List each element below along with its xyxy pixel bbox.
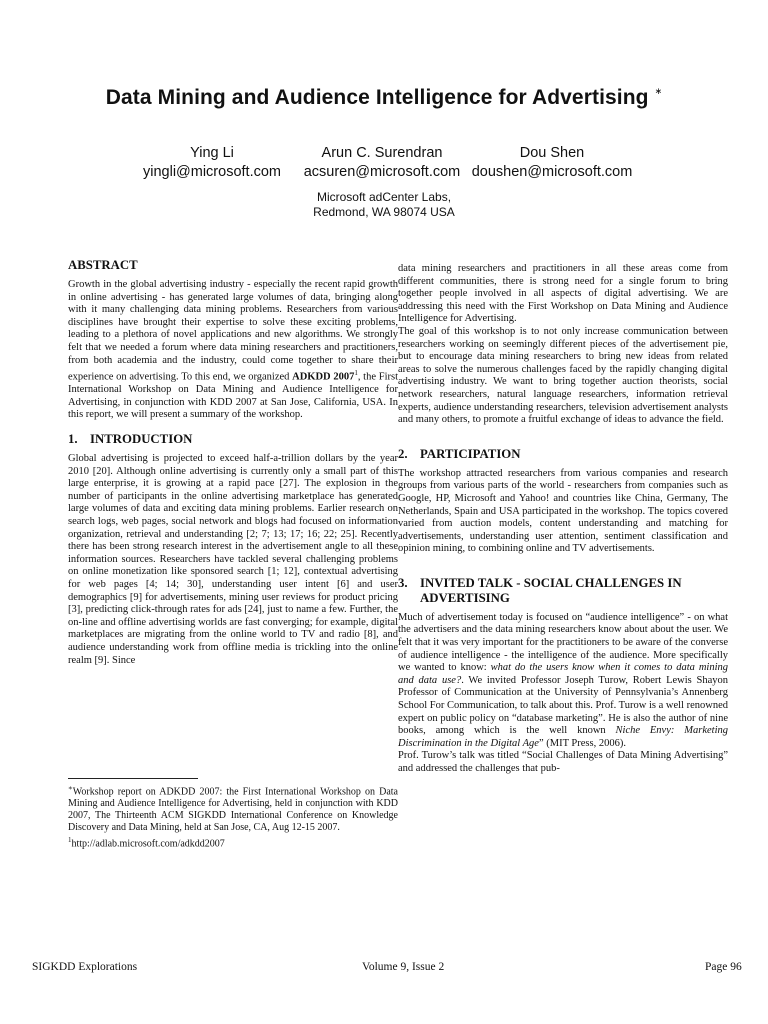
- invited-talk-text: [398, 612, 728, 751]
- invited-text-part: ” (MIT Press, 2006).: [538, 737, 626, 749]
- section-introduction: [68, 432, 398, 667]
- footer-page: Page 96: [705, 961, 742, 973]
- affiliation-line-1: Microsoft adCenter Labs,: [316, 190, 452, 204]
- question-italic: what do the users know when it comes to data mining and data use?: [398, 662, 728, 686]
- title-text: Data Mining and Audience Intelligence for Advertising: [105, 86, 649, 109]
- affiliation-line-2: Redmond, WA 98074 USA: [313, 205, 455, 219]
- workshop-goal: The goal of this workshop is to not only increase communication between researchers working on seemingly different pieces of the advertisement pie, but to encourage data mining researchers to bring new ideas from related areas to solve the numerous challenges faced by the rapidly changing digital advertising industry. We want to bring together auction theorists, social network researchers, natural language researchers, information retrieval experts, audience understanding researchers, television advertisement analysts and many others, to promote a fruitful exchange of ideas to advance the field.: [398, 325, 728, 426]
- introduction-text: Global advertising is projected to exceed half-a-trillion dollars by the year 2010 [20]. Although online advertising is currently only a small part of this large enterprise, it is growing at a rapid pace [27]. The explosion in the number of participants in the online advertising marketplace has generated large volumes of data and exciting data mining problems. Earlier research on search logs, web pages, social network and blogs had focused on information organization, retrieval and understanding [2; 7; 13; 17; 16; 22; 25]. Recently there has been strong research interest in the advertisement angle to all these information sources. Researchers have tackled several challenging problems on online monetization like sponsored search [1; 12], contextual advertising for web pages [4; 14; 30], understanding user intent [6] and user demographics [9] for advertisements, mining user reviews for product pricing [3], predicting click-through rates for ads [24], just to name a few. Further, the on-line and offline advertising worlds are fast converging; for example, digital marketplaces are migrating from the online world to TV and radio [8], and audience understanding work from offline media is trickling into the online realm [9]. Since: [68, 453, 398, 666]
- author-name: Ying Li: [190, 145, 234, 161]
- affiliation: [0, 190, 768, 220]
- footnote-mark: ∗: [68, 784, 73, 792]
- section-number: 1.: [68, 432, 78, 447]
- title-footnote-mark: ∗: [654, 86, 663, 96]
- section-title: INVITED TALK - SOCIAL CHALLENGES IN ADVERTISING: [420, 575, 682, 605]
- section-title: INTRODUCTION: [90, 432, 193, 447]
- abstract-text-part: Growth in the global advertising industry - especially the recent rapid growth in online advertising - has generated large volumes of data, bringing along with it many challenging data mining problems. Researchers from various disciplines have brought their expertise to solve these exciting problems, leading to a plethora of novel applications and new algorithms. We strongly felt that we needed a forum where data mining researchers and practitioners, from both academia and the industry, could come together to share their experience on advertising. To this end, we organized: [68, 279, 398, 383]
- footnote-rule: [68, 778, 198, 779]
- footer-volume: Volume 9, Issue 2: [362, 961, 445, 973]
- footnote-text: Workshop report on ADKDD 2007: the First International Workshop on Data Mining and Audience Intelligence for Advertising, held in conjunction with KDD 2007, The Thirteenth ACM SIGKDD International Conference on Knowledge Discovery and Data Mining, held at San Jose, CA, Aug 12-15 2007.: [68, 786, 398, 834]
- invited-talk-heading: [398, 576, 728, 606]
- invited-text-part: . We invited Professor Joseph Turow, Robert Lewis Shayon Professor of Communication at the University of Pennsylvania’s Annenberg School For Communication, to talk about this. Prof. Turow is a well renowned expert on public policy on “database marketing”. He is also the author of nine books, among which is the well known: [398, 674, 728, 737]
- section-invited-talk: [398, 576, 728, 776]
- author-email: doushen@microsoft.com: [471, 164, 633, 180]
- participation-text: The workshop attracted researchers from various companies and research groups from various parts of the world - researchers from companies such as Google, HP, Microsoft and Yahoo! and countries like China, Germany, The Netherlands, Spain and USA participated in the workshop. The topics covered varied from auction models, content understanding and matching for advertisements, understanding user attention, sentiment classification and opinion mining, to combining online and TV advertisements.: [398, 467, 728, 555]
- footnote-ref: 1: [354, 369, 358, 378]
- author-name: Dou Shen: [519, 145, 585, 161]
- section-title: PARTICIPATION: [420, 446, 521, 461]
- author-name: Arun C. Surendran: [321, 145, 443, 161]
- abstract-heading: ABSTRACT: [68, 258, 138, 272]
- author-email: yingli@microsoft.com: [143, 164, 281, 180]
- invited-text-part: Much of advertisement today is focused on “audience intelligence” - on what the advertisers and the data mining researchers know about about the user. We felt that it was very important for the practitioners to be aware of the converse of audience intelligence - the intelligence of the audience. More specifically we wanted to know:: [398, 611, 728, 674]
- section-number: 3.: [398, 575, 408, 590]
- introduction-heading: [68, 432, 398, 447]
- abstract-text-part: , the First International Workshop on Data Mining and Audience Intelligence for Advertising, in conjunction with KDD 2007 at San Jose, California, USA. In this report, we will present a summary of the workshop.: [68, 371, 398, 421]
- footnote-1: [68, 782, 398, 834]
- participation-heading: [398, 447, 728, 462]
- section-participation: [398, 447, 728, 556]
- left-column: [68, 258, 398, 667]
- author-3: [442, 144, 662, 182]
- footnotes: [68, 778, 398, 851]
- abstract-text: [68, 279, 398, 422]
- workshop-name: ADKDD 2007: [292, 371, 355, 383]
- paper-title: [0, 86, 768, 110]
- intro-continuation: data mining researchers and practitioners in all these areas come from different communities, there is strong need for a single forum to bring together people involved in all aspects of digital advertising. We are addressing this need with the First Workshop on Data Mining and Audience Intelligence for Advertising.: [398, 263, 728, 325]
- section-number: 2.: [398, 446, 408, 461]
- footnote-mark: 1: [68, 836, 72, 845]
- author-email: acsuren@microsoft.com: [303, 164, 461, 180]
- footnote-2: [68, 834, 398, 850]
- footnote-url: http://adlab.microsoft.com/adkdd2007: [71, 838, 225, 850]
- book-title: Niche Envy: Marketing Discrimination in the Digital Age: [398, 725, 728, 749]
- footer-journal: SIGKDD Explorations: [32, 961, 138, 973]
- right-column: [398, 263, 728, 776]
- invited-talk-text-2: Prof. Turow’s talk was titled “Social Challenges of Data Mining Advertising” and addressed the challenges that pub-: [398, 750, 728, 774]
